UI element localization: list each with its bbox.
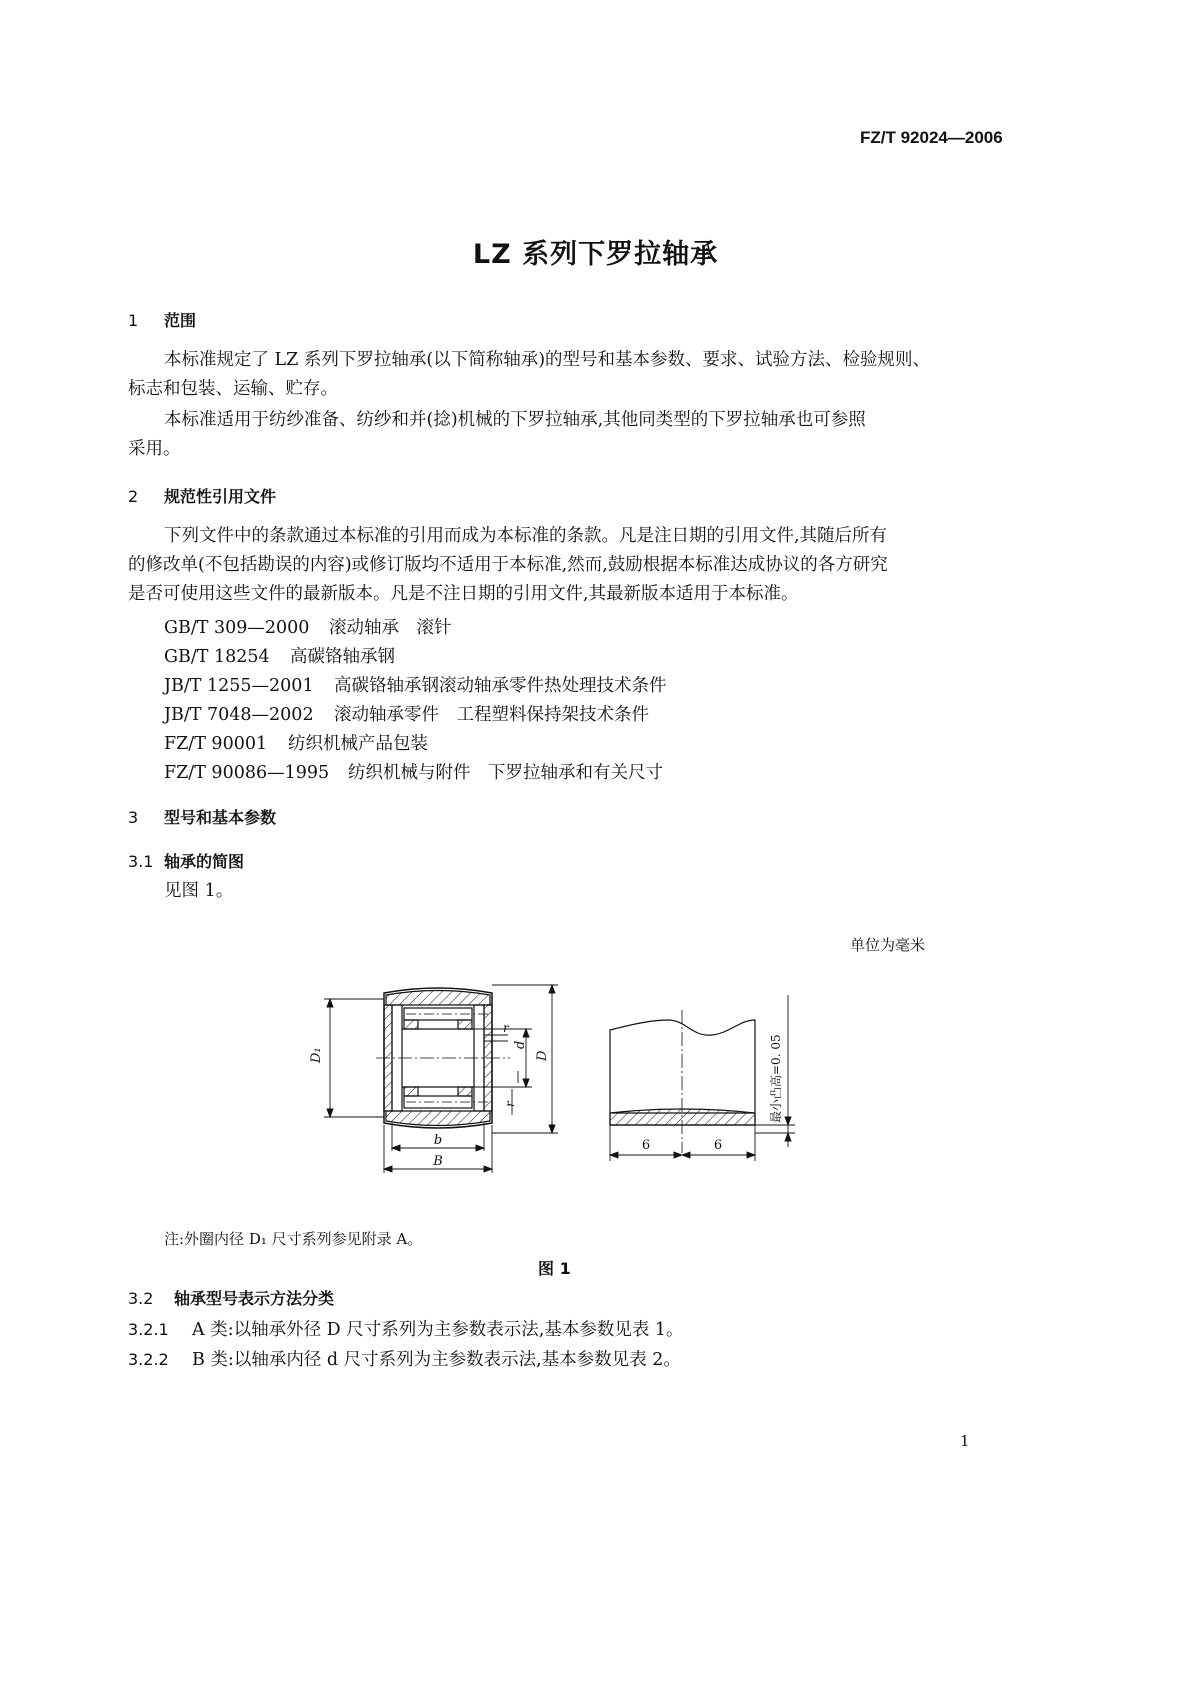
- reference-title: 高碳铬轴承钢滚动轴承零件热处理技术条件: [334, 676, 667, 696]
- section-3-heading: [128, 805, 276, 828]
- clause-text: A 类:以轴承外径 D 尺寸系列为主参数表示法,基本参数见表 1。: [192, 1320, 684, 1340]
- section-1-para-1-line-1: 本标准规定了 LZ 系列下罗拉轴承(以下简称轴承)的型号和基本参数、要求、试验方法、检验规则、: [164, 350, 931, 370]
- section-number: 1: [128, 311, 139, 330]
- section-1-heading: [128, 308, 196, 331]
- clause-number: 3.2.1: [128, 1320, 169, 1339]
- unit-note: 单位为毫米: [850, 936, 926, 954]
- section-title: 规范性引用文件: [164, 487, 277, 506]
- dimension-D1: [324, 999, 384, 1117]
- label-D: D: [535, 1050, 550, 1061]
- clause-text: B 类:以轴承内径 d 尺寸系列为主参数表示法,基本参数见表 2。: [192, 1350, 681, 1370]
- label-r-top: r: [503, 1021, 509, 1035]
- subsection-number: 3.1: [128, 852, 154, 871]
- section-1-para-2-line-2: 采用。: [128, 439, 181, 459]
- subsection-3-1-heading: [128, 849, 244, 872]
- label-dim-right: 6: [713, 1138, 723, 1153]
- label-d: d: [513, 1040, 528, 1049]
- reference-code: JB/T 7048—2002: [164, 705, 314, 725]
- section-2-para-line-2: 的修改单(不包括勘误的内容)或修订版均不适用于本标准,然而,鼓励根据本标准达成协议的各方研究: [128, 555, 888, 575]
- subsection-number: 3.2: [128, 1289, 154, 1308]
- section-1-para-2-line-1: 本标准适用于纺纱准备、纺纱和并(捻)机械的下罗拉轴承,其他同类型的下罗拉轴承也可参照: [164, 410, 866, 430]
- label-crown-height: 最小凸高=0. 05: [769, 1034, 783, 1123]
- reference-code: GB/T 309—2000: [164, 618, 310, 638]
- normative-reference: [164, 730, 428, 755]
- reference-title: 纺织机械产品包装: [288, 734, 428, 754]
- normative-reference: [164, 759, 663, 784]
- section-number: 2: [128, 487, 139, 506]
- figure-note: 注:外圈内径 D₁ 尺寸系列参见附录 A。: [164, 1230, 423, 1248]
- subsection-title: 轴承型号表示方法分类: [174, 1289, 335, 1308]
- reference-title: 纺织机械与附件 下罗拉轴承和有关尺寸: [348, 763, 663, 783]
- reference-title: 高碳铬轴承钢: [290, 647, 395, 667]
- reference-title: 滚动轴承零件 工程塑料保持架技术条件: [334, 705, 649, 725]
- figure-caption: 图 1: [538, 1259, 571, 1278]
- page-number: 1: [960, 1432, 970, 1450]
- normative-reference: [164, 701, 649, 726]
- bearing-diagram: [300, 975, 820, 1190]
- figure-reference-text: 见图 1。: [164, 881, 234, 901]
- label-r-bottom: r: [503, 1101, 517, 1107]
- document-title: LZ 系列下罗拉轴承: [472, 239, 719, 270]
- subsection-3-2-heading: [128, 1286, 334, 1309]
- section-2-para-line-1: 下列文件中的条款通过本标准的引用而成为本标准的条款。凡是注日期的引用文件,其随后所有: [164, 526, 888, 546]
- section-1-para-1-line-2: 标志和包装、运输、贮存。: [128, 379, 338, 399]
- radius-callout-bottom: [512, 1071, 518, 1115]
- section-number: 3: [128, 808, 139, 827]
- label-b: b: [433, 1133, 443, 1148]
- normative-reference: [164, 614, 452, 639]
- label-D1: D₁: [309, 1047, 324, 1063]
- normative-reference: [164, 643, 395, 668]
- label-B: B: [433, 1154, 443, 1169]
- section-title: 范围: [164, 311, 197, 330]
- reference-code: FZ/T 90001: [164, 734, 268, 754]
- normative-reference: [164, 672, 667, 697]
- crown-profile-view: [610, 1010, 755, 1153]
- reference-code: JB/T 1255—2001: [164, 676, 314, 696]
- bearing-cross-section: [376, 988, 510, 1128]
- subsection-3-2-1: [128, 1316, 684, 1341]
- section-title: 型号和基本参数: [164, 808, 277, 827]
- reference-code: GB/T 18254: [164, 647, 270, 667]
- reference-code: FZ/T 90086—1995: [164, 763, 330, 783]
- section-2-para-line-3: 是否可使用这些文件的最新版本。凡是不注日期的引用文件,其最新版本适用于本标准。: [128, 584, 799, 604]
- section-2-heading: [128, 484, 276, 507]
- subsection-3-2-2: [128, 1346, 681, 1371]
- subsection-title: 轴承的简图: [164, 852, 245, 871]
- standard-number: FZ/T 92024—2006: [860, 128, 1003, 147]
- reference-title: 滚动轴承 滚针: [329, 618, 452, 638]
- label-dim-left: 6: [641, 1138, 651, 1153]
- clause-number: 3.2.2: [128, 1350, 169, 1369]
